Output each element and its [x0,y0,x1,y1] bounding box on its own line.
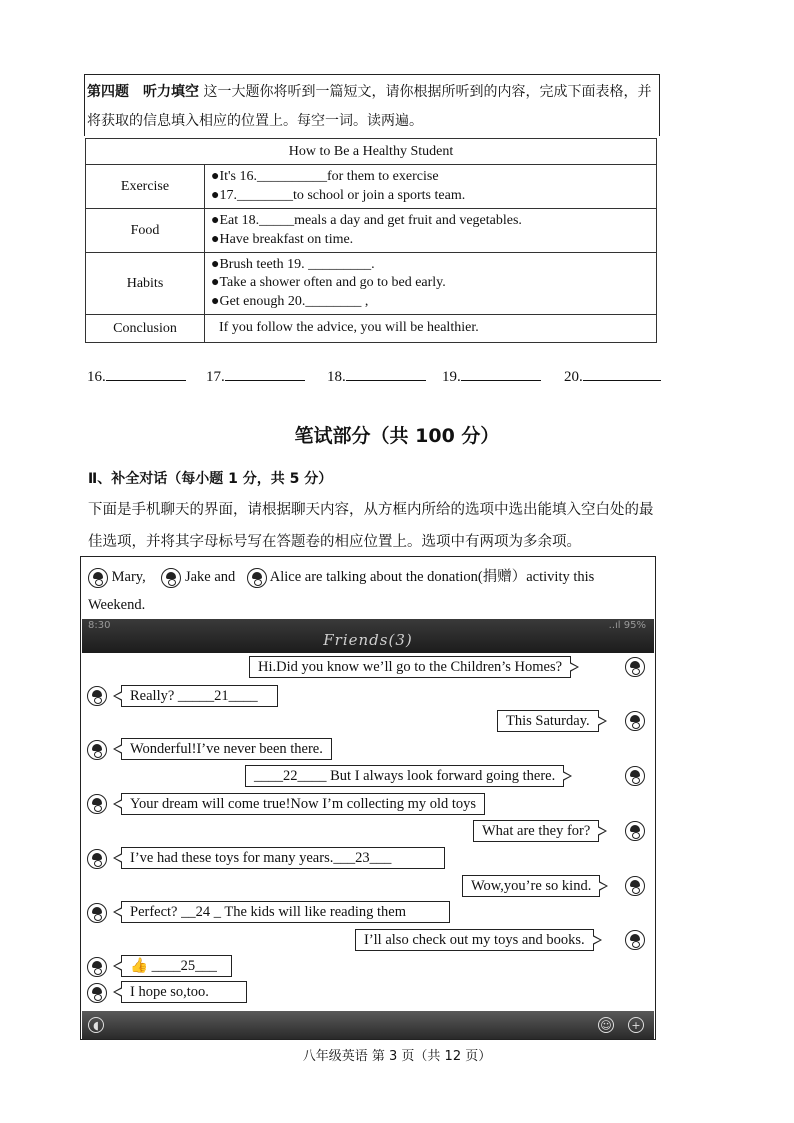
alice-avatar-icon [625,930,645,950]
intro-name-alice: Alice are talking about the donation(捐赠）activity this [269,569,595,585]
question-4-instructions [84,74,660,136]
table-line: ●Get enough 20.________ , [211,293,369,309]
signal-battery-icon: ..ıl 95% [608,620,646,631]
jake-avatar-icon [87,794,107,814]
status-time: 8:30 [88,620,111,631]
message-mary-4: I hope so,too. [121,981,247,1003]
alice-avatar-icon [625,657,645,677]
phone-header-bar [82,619,654,653]
section-2-instruction: 下面是手机聊天的界面，请根据聊天内容，从方框内所给的选项中选出能填入空白处的最佳选项，并将其字母标号写在答题卷的相应位置上。选项中有两项为多余项。 [88,502,654,550]
answer-16[interactable]: 16. [87,366,186,386]
table-line: ●Eat 18._____meals a day and get fruit and vegetables. [211,213,522,228]
phone-bottom-bar [82,1011,654,1039]
healthy-student-table [85,138,657,343]
table-cell [205,209,657,253]
message-alice-5: Wow,you’re so kind. [462,875,600,897]
message-jake-3: 👍 ____25___ [121,955,232,977]
message-alice-3: ____22____ But I always look forward going there. [245,765,564,787]
message-jake-1: Your dream will come true!Now I’m collecting my old toys [121,793,485,815]
mary-avatar-icon [88,568,108,588]
mary-avatar-icon [87,903,107,923]
message-mary-2: Wonderful!I’ve never been there. [121,738,332,760]
table-category: Exercise [86,165,205,209]
message-alice-2: This Saturday. [497,710,599,732]
chat-messages [82,653,654,1011]
answer-18[interactable]: 18. [327,366,426,386]
table-line: ●Brush teeth 19. _________. [211,256,375,272]
intro-name-jake: Jake and [184,569,236,585]
intro-name-mary: Mary, [111,569,146,585]
table-cell [205,253,657,315]
jake-avatar-icon [87,849,107,869]
table-line: ●17.________to school or join a sports team. [211,187,466,203]
jake-avatar-icon [87,957,107,977]
table-cell: If you follow the advice, you will be healthier. [205,315,657,343]
table-category: Conclusion [86,315,205,343]
alice-avatar-icon [247,568,267,588]
alice-avatar-icon [625,766,645,786]
table-cell [205,165,657,209]
question-4-text: 这一大题你将听到一篇短文，请你根据所听到的内容，完成下面表格，并将获取的信息填入相应的位置上。每空一词。读两遍。 [87,84,652,129]
table-title: How to Be a Healthy Student [86,139,657,165]
jake-avatar-icon [161,568,181,588]
table-category: Habits [86,253,205,315]
question-4-label: 第四题 听力填空 [87,84,199,100]
message-jake-2: I’ve had these toys for many years.___23___ [121,847,445,869]
table-category: Food [86,209,205,253]
mary-avatar-icon [87,686,107,706]
answer-20[interactable]: 20. [564,366,661,386]
mary-avatar-icon [87,740,107,760]
alice-avatar-icon [625,711,645,731]
written-section-heading: 笔试部分（共 100 分） [294,425,500,447]
alice-avatar-icon [625,876,645,896]
page-footer: 八年级英语 第 3 页（共 12 页） [302,1049,492,1064]
intro-line-2: Weekend. [88,597,146,613]
plus-icon[interactable]: + [628,1017,644,1033]
message-mary-1: Really? _____21____ [121,685,278,707]
table-line: ●It's 16.__________for them to exercise [211,169,439,184]
message-mary-3: Perfect? __24 _ The kids will like reading them [121,901,450,923]
section-2-title: Ⅱ、补全对话（每小题 1 分，共 5 分） [88,471,333,487]
answer-19[interactable]: 19. [442,366,541,386]
emoji-icon[interactable]: ☺ [598,1017,614,1033]
message-alice-1: Hi.Did you know we’ll go to the Children’s Homes? [249,656,571,678]
answer-17[interactable]: 17. [206,366,305,386]
mary-avatar-icon [87,983,107,1003]
message-alice-6: I’ll also check out my toys and books. [355,929,594,951]
chat-intro [88,563,654,619]
table-line: ●Have breakfast on time. [211,231,354,247]
alice-avatar-icon [625,821,645,841]
table-line: ●Take a shower often and go to bed early. [211,275,446,291]
voice-icon[interactable]: ◖ [88,1017,104,1033]
message-alice-4: What are they for? [473,820,599,842]
chat-group-title: Friends(3) [323,631,413,649]
